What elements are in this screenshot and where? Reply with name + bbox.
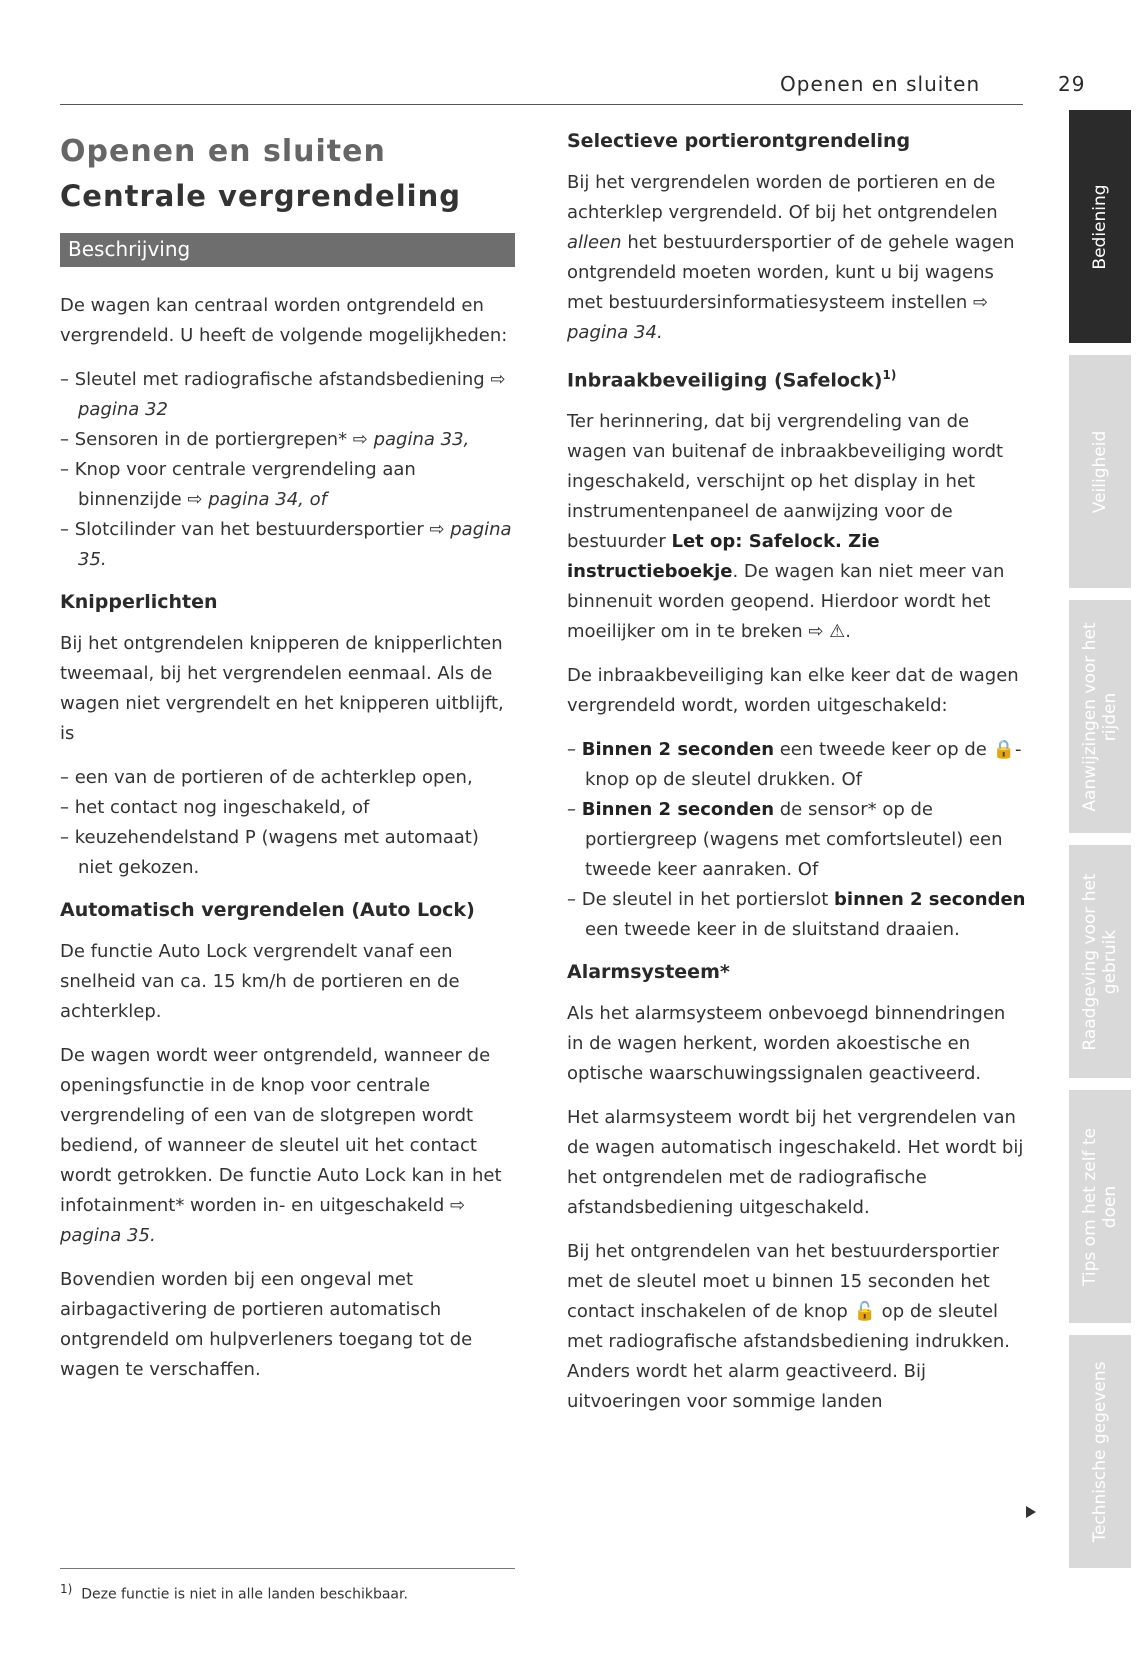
safelock-paragraph-2: De inbraakbeveiliging kan elke keer dat de wagen vergrendeld wordt, worden uitgeschakeld: [567, 665, 1019, 717]
page-number: 29 [1058, 72, 1086, 96]
safelock-list [567, 735, 1027, 945]
heading-safelock: Inbraakbeveiliging (Safelock)$^{1)}$ [567, 368, 897, 392]
alarm-paragraph-1: Als het alarmsysteem onbevoegd binnendringen in de wagen herkent, worden akoestische en optische waarschuwingssignalen geactiveerd. [567, 1003, 1006, 1085]
tab-veiligheid[interactable]: Veiligheid [1069, 355, 1131, 588]
chapter-title: Openen en sluiten [60, 134, 386, 169]
continue-arrow-icon [1026, 1506, 1036, 1518]
autolock-paragraph-3: Bovendien worden bij een ongeval met airbagactivering de portieren automatisch ontgrendeld om hulpverleners toegang tot de wagen te verschaffen. [60, 1269, 473, 1380]
list-item: – Binnen 2 seconden de sensor* op de portiergreep (wagens met comfortsleutel) een tweede keer aanraken. Of [567, 795, 1027, 885]
footnote: 1) Deze functie is niet in alle landen beschikbaar. [60, 1582, 408, 1603]
list-item: – Sensoren in de portiergrepen* ⇨ pagina 33, [60, 425, 515, 455]
list-item: – Knop voor centrale vergrendeling aan binnenzijde ⇨ pagina 34, of [60, 455, 515, 515]
intro-paragraph: De wagen kan centraal worden ontgrendeld en vergrendeld. U heeft de volgende mogelijkheden: [60, 295, 508, 346]
page-reference-link[interactable]: ⇨ pagina 35. [60, 1195, 466, 1246]
section-title: Centrale vergrendeling [60, 179, 461, 213]
page-reference-link[interactable]: ⇨ pagina 32 [78, 369, 506, 420]
page-reference-link[interactable]: ⇨ pagina 34, of [187, 489, 327, 510]
header-rule [60, 104, 1023, 105]
autolock-paragraph-1: De functie Auto Lock vergrendelt vanaf een snelheid van ca. 15 km/h de portieren en de achterklep. [60, 941, 460, 1022]
list-item: – het contact nog ingeschakeld, of [60, 793, 515, 823]
heading-knipperlichten: Knipperlichten [60, 591, 218, 613]
page-reference-link[interactable]: ⇨ pagina 34. [567, 292, 989, 343]
options-list [60, 365, 515, 575]
right-column [567, 128, 1027, 1431]
footnote-rule [60, 1568, 515, 1569]
selectieve-paragraph: Bij het vergrendelen worden de portieren en de achterklep vergrendeld. Of bij het ontgrendelen alleen het bestuurdersportier of de gehele wagen ontgrendeld moeten worden, kunt u bij wagens met bestuurdersinformatiesysteem instellen ⇨ pagina 34. [567, 172, 1015, 343]
page-reference-link[interactable]: ⇨ pagina 33, [352, 429, 470, 450]
safelock-paragraph: Ter herinnering, dat bij vergrendeling van de wagen van buitenaf de inbraakbeveiliging wordt ingeschakeld, verschijnt op het display in het instrumentenpaneel de aanwijzing voor de bestuurder Let op: Safelock. Zie instructieboekje. De wagen kan niet meer van binnenuit worden geopend. Hierdoor wordt het moeilijker om in te breken ⇨ ⚠. [567, 411, 1005, 643]
autolock-paragraph-2: De wagen wordt weer ontgrendeld, wanneer de openingsfunctie in de knop voor centrale vergrendeling of een van de slotgrepen wordt bediend, of wanneer de sleutel uit het contact wordt getrokken. De functie Auto Lock kan in het infotainment* worden in- en uitgeschakeld ⇨ pagina 35. [60, 1045, 502, 1246]
subsection-bar: Beschrijving [60, 233, 515, 267]
left-column [60, 128, 515, 1399]
heading-auto-lock: Automatisch vergrendelen (Auto Lock) [60, 899, 475, 921]
list-item: – Slotcilinder van het bestuurdersportier ⇨ pagina 35. [60, 515, 515, 575]
list-item: – Sleutel met radiografische afstandsbediening ⇨ pagina 32 [60, 365, 515, 425]
tab-bediening[interactable]: Bediening [1069, 110, 1131, 343]
page-reference-link[interactable]: ⇨ pagina 35. [78, 519, 512, 570]
tab-technische-gegevens[interactable]: Technische gegevens [1069, 1335, 1131, 1568]
tab-aanwijzingen[interactable]: Aanwijzingen voor het rijden [1069, 600, 1131, 833]
list-item: – keuzehendelstand P (wagens met automaat) niet gekozen. [60, 823, 515, 883]
list-item: – een van de portieren of de achterklep open, [60, 763, 515, 793]
footnote-marker: 1) [882, 368, 897, 382]
knipper-paragraph: Bij het ontgrendelen knipperen de knipperlichten tweemaal, bij het vergrendelen eenmaal. Als de wagen niet vergrendelt en het knipperen uitblijft, is [60, 633, 504, 744]
alarm-paragraph-3: Bij het ontgrendelen van het bestuurdersportier met de sleutel moet u binnen 15 seconden het contact inschakelen of de knop 🔓 op de sleutel met radiografische afstandsbediening indrukken. Anders wordt het alarm geactiveerd. Bij uitvoeringen voor sommige landen [567, 1241, 1010, 1413]
heading-alarmsysteem: Alarmsysteem* [567, 961, 730, 984]
alarm-paragraph-2: Het alarmsysteem wordt bij het vergrendelen van de wagen automatisch ingeschakeld. Het wordt bij het ontgrendelen met de radiografische afstandsbediening uitgeschakeld. [567, 1107, 1024, 1219]
heading-selectieve: Selectieve portierontgrendeling [567, 130, 911, 152]
list-item: – Binnen 2 seconden een tweede keer op de 🔒-knop op de sleutel drukken. Of [567, 735, 1027, 795]
tab-tips[interactable]: Tips om het zelf te doen [1069, 1090, 1131, 1323]
knipper-list [60, 763, 515, 883]
tab-raadgeving[interactable]: Raadgeving voor het gebruik [1069, 845, 1131, 1078]
running-header-title: Openen en sluiten [780, 72, 981, 96]
list-item: – De sleutel in het portierslot binnen 2 seconden een tweede keer in de sluitstand draaien. [567, 885, 1027, 945]
